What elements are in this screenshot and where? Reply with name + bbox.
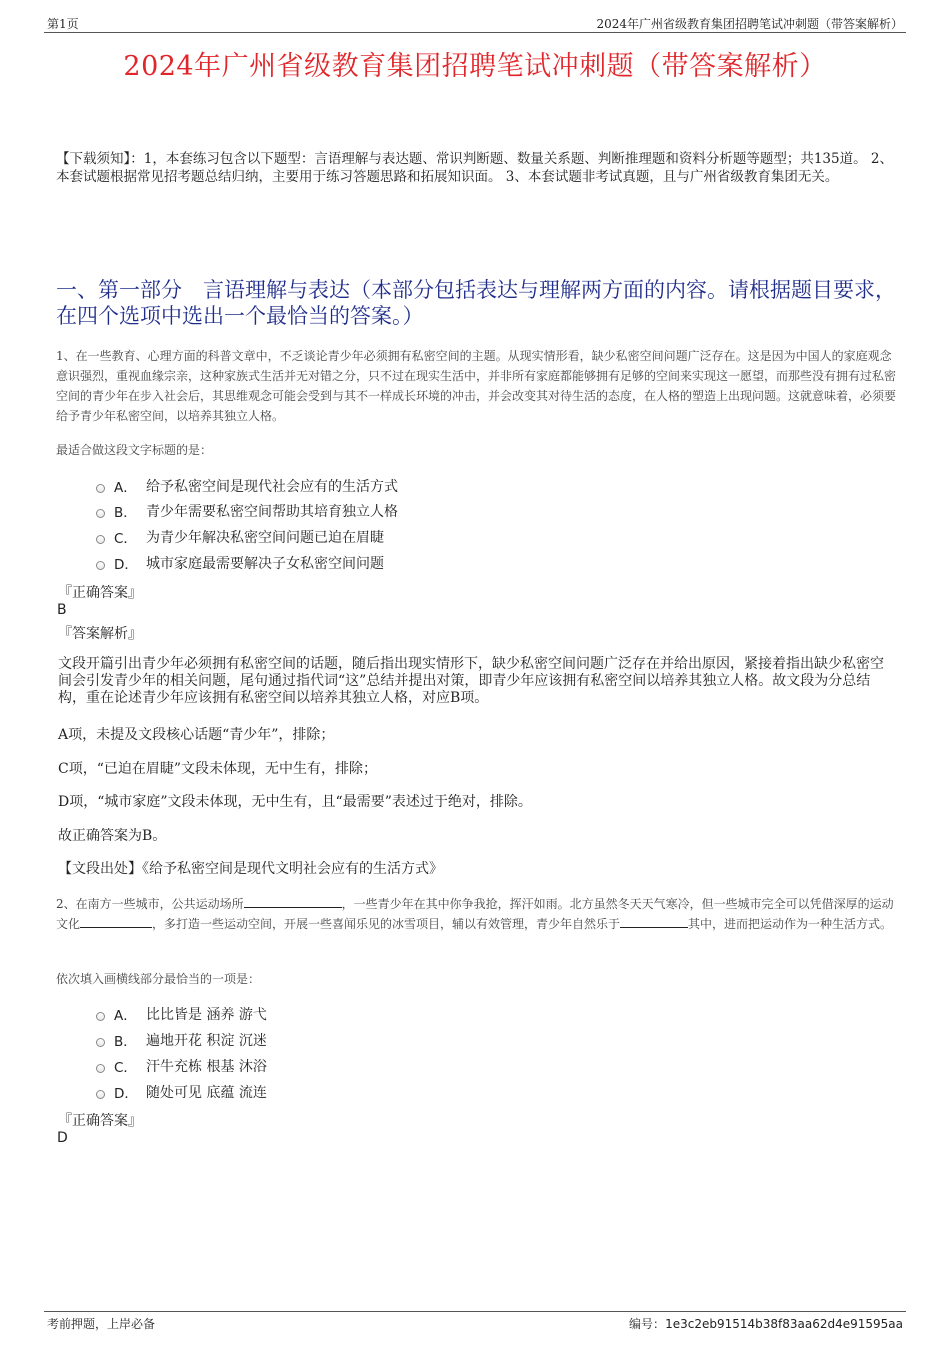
document-title: 2024年广州省级教育集团招聘笔试冲刺题（带答案解析） [123,51,827,82]
question-2-option-c[interactable] [96,1056,267,1076]
fill-blank-3 [620,915,688,928]
document-id-label: 编号： [629,1317,666,1331]
page-footer [44,1311,906,1332]
question-2-stem [56,894,901,934]
document-id-value: 1e3c2eb91514b38f83aa62d4e91595aa [665,1317,903,1331]
question-1-option-d[interactable] [96,553,384,573]
option-text: 给予私密空间是现代社会应有的生活方式 [146,479,398,495]
stem-text: 其中，进而把运动作为一种生活方式。 [688,917,893,931]
option-text: 青少年需要私密空间帮助其培育独立人格 [146,504,398,520]
option-letter: C． [114,531,137,547]
question-2-prompt: 依次填入画横线部分最恰当的一项是： [56,972,261,986]
option-letter: D． [114,1086,138,1102]
radio-button-icon[interactable] [96,1012,105,1021]
answer-analysis-label: 『答案解析』 [58,626,142,642]
section-heading: 一、第一部分 言语理解与表达（本部分包括表达与理解两方面的内容。请根据题目要求，在四个选项中选出一个最恰当的答案。） [56,278,896,328]
question-1-option-c[interactable] [96,527,384,547]
answer-analysis: 文段开篇引出青少年必须拥有私密空间的话题，随后指出现实情形下，缺少私密空间问题广泛存在并给出原因，紧接着指出缺少私密空间会引发青少年的相关问题，尾句通过指代词“这”总结并提出对策，即青少年应该拥有私密空间以培养其独立人格。故文段为分总结构，重在论述青少年应该拥有私密空间以培养其独立人格，对应B项。 [58,656,884,706]
correct-answer: B [57,602,67,618]
header-doc-title: 2024年广州省级教育集团招聘笔试冲刺题（带答案解析） [596,17,903,31]
radio-button-icon[interactable] [96,535,105,544]
option-letter: D． [114,557,138,573]
question-2-option-d[interactable] [96,1082,267,1102]
question-2-option-b[interactable] [96,1030,267,1050]
option-text: 遍地开花 积淀 沉迷 [146,1033,267,1049]
analysis-note-a: A项，未提及文段核心话题“青少年”，排除； [58,727,335,743]
option-text: 随处可见 底蕴 流连 [146,1085,267,1101]
analysis-note-d: D项，“城市家庭”文段未体现，无中生有，且“最需要”表述过于绝对，排除。 [58,794,532,810]
option-text: 城市家庭最需要解决子女私密空间问题 [146,556,384,572]
radio-button-icon[interactable] [96,484,105,493]
question-1-prompt: 最适合做这段文字标题的是： [56,443,213,457]
page-number: 第1页 [47,17,79,31]
download-notice: 【下载须知】：1，本套练习包含以下题型：言语理解与表达题、常识判断题、数量关系题、判断推理题和资料分析题等题型；共135道。 2、本套试题根据常见招考题总结归纳，主要用于练习答题思路和拓展知识面。 3、本套试题非考试真题，且与广州省级教育集团无关。 [56,151,893,185]
question-1-stem: 1、在一些教育、心理方面的科普文章中，不乏谈论青少年必须拥有私密空间的主题。从现实情形看，缺少私密空间问题广泛存在。这是因为中国人的家庭观念意识强烈，重视血缘宗亲，这种家族式生活并无对错之分，只不过在现实生活中，并非所有家庭都能够拥有足够的空间来实现这一愿望，而那些没有拥有过私密空间的青少年在步入社会后，其思维观念可能会受到与其不一样成长环境的冲击，并会改变其对待生活的态度，在人格的塑造上出现问题。这就意味着，必须要给予青少年私密空间，以培养其独立人格。 [56,349,897,423]
fill-blank-1 [244,895,342,908]
option-text: 比比皆是 涵养 游弋 [146,1007,267,1023]
question-2-option-a[interactable] [96,1004,267,1024]
page-header [44,14,906,33]
option-letter: A． [114,1008,137,1024]
analysis-note-c: C项，“已迫在眉睫”文段未体现，无中生有，排除； [58,761,378,777]
correct-answer-label: 『正确答案』 [58,585,142,601]
stem-text: 2、在南方一些城市，公共运动场所 [56,897,244,911]
radio-button-icon[interactable] [96,561,105,570]
question-1-option-a[interactable] [96,476,398,496]
radio-button-icon[interactable] [96,1038,105,1047]
passage-source: 【文段出处】《给予私密空间是现代文明社会应有的生活方式》 [58,861,443,877]
correct-answer: D [57,1130,68,1146]
option-letter: B． [114,505,137,521]
radio-button-icon[interactable] [96,1064,105,1073]
document-id [629,1315,903,1332]
fill-blank-2 [80,915,152,928]
option-letter: C． [114,1060,137,1076]
option-text: 为青少年解决私密空间问题已迫在眉睫 [146,530,384,546]
question-1-option-b[interactable] [96,501,398,521]
option-letter: A． [114,480,137,496]
correct-answer-label: 『正确答案』 [58,1113,142,1129]
option-text: 汗牛充栋 根基 沐浴 [146,1059,267,1075]
stem-text: ，一些青少年在其中你争我抢，挥汗如雨。北方虽然冬天天气寒冷，但一些城市完全可以凭借深厚的运动文化 [56,897,894,931]
option-letter: B． [114,1034,137,1050]
radio-button-icon[interactable] [96,509,105,518]
radio-button-icon[interactable] [96,1090,105,1099]
analysis-conclusion: 故正确答案为B。 [58,828,167,844]
stem-text: ，多打造一些运动空间，开展一些喜闻乐见的冰雪项目，辅以有效管理，青少年自然乐于 [152,917,621,931]
footer-slogan: 考前押题，上岸必备 [47,1317,156,1331]
